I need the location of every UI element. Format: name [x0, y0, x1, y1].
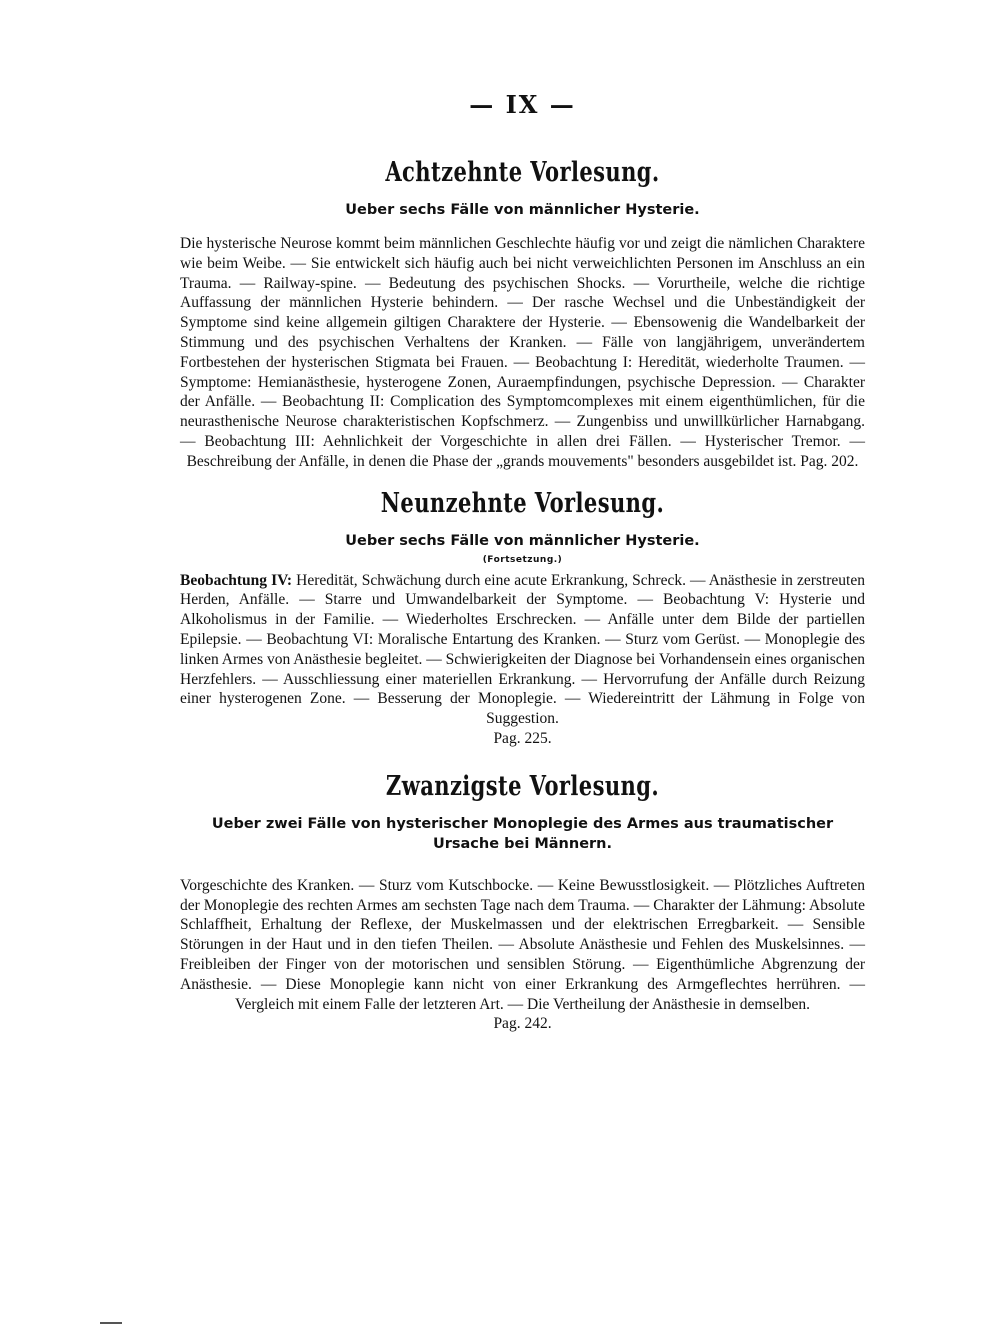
- lecture-page-ref: Pag. 242.: [493, 1015, 552, 1033]
- lecture-subtitle: Ueber sechs Fälle von männlicher Hysterie.: [345, 202, 700, 218]
- lecture-summary: [180, 571, 865, 729]
- lecture-summary-lead: Beobachtung IV:: [180, 571, 293, 589]
- lecture-19: [180, 488, 865, 749]
- lecture-title: Zwanzigste Vorlesung.: [385, 770, 660, 802]
- lecture-title: Achtzehnte Vorlesung.: [385, 157, 660, 188]
- book-page: [180, 90, 865, 1034]
- scan-mark: [100, 1322, 122, 1324]
- lecture-summary: Vorgeschichte des Kranken. — Sturz vom Kutschbocke. — Keine Bewusstlosigkeit. — Plötzliches Auftreten der Monoplegie des rechten Armes am sechsten Tage nach dem Trauma. — Charakter der Lähmung: Absolute Schlaffheit, Erhaltung der Reflexe, der Muskelmassen und der elektrischen Erregbarkeit. — Sensible Störungen in der Haut und in den tiefen Theilen. — Absolute Anästhesie und Fehlen des Muskelsinnes. — Freibleiben der Finger von der motorischen und sensiblen Störung. — Eigenthümliche Abgrenzung der Anästhesie. — Diese Monoplegie kann nicht von einer Erkrankung des Armgeflechtes herrühren. — Vergleich mit einem Falle der letzteren Art. — Die Vertheilung der Anästhesie in demselben.: [180, 876, 865, 1013]
- lecture-continuation-note: (Fortsetzung.): [482, 554, 563, 565]
- lecture-summary-text: Heredität, Schwächung durch eine acute Erkrankung, Schreck. — Anästhesie in zerstreuten Herden, Anfälle. — Starre und Umwandelbarkeit der Symptome. — Beobachtung V: Hysterie und Alkoholismus in der Familie. — Wiederholtes Erschrecken. — Anfälle unter dem Bilde der partiellen Epilepsie. — Beobachtung VI: Moralische Entartung des Kranken. — Sturz vom Gerüst. — Monoplegie des linken Armes von Anästhesie begleitet. — Schwierigkeiten der Diagnose bei Vorhandensein eines organischen Herzfehlers. — Ausschliessung einer materiellen Erkrankung. — Hervorrufung der Anfälle durch Reizung einer hysterogenen Zone. — Besserung der Monoplegie. — Wiedereintritt der Lähmung in Folge von Suggestion.: [180, 571, 865, 728]
- page-number: — IX —: [469, 90, 576, 119]
- lecture-page-ref: Pag. 225.: [493, 729, 552, 747]
- lecture-20: [180, 771, 865, 1034]
- lecture-subtitle: Ueber zwei Fälle von hysterischer Monoplegie des Armes aus traumatischer Ursache bei Männern.: [211, 815, 834, 852]
- lecture-title: Neunzehnte Vorlesung.: [380, 487, 665, 519]
- lecture-summary: Die hysterische Neurose kommt beim männlichen Geschlechte häufig vor und zeigt die nämlichen Charaktere wie beim Weibe. — Sie entwickelt sich häufig auch bei nicht verweichlichten Personen im Anschluss an ein Trauma. — Railway-spine. — Bedeutung des psychischen Shocks. — Vorurtheile, welche die richtige Auffassung der männlichen Hysterie behindern. — Der rasche Wechsel und die Unbeständigkeit der Symptome sind keine allgemein giltigen Charaktere der Hysterie. — Ebensowenig die Wandelbarkeit der Stimmung und des psychischen Verhaltens der Kranken. — Fälle von langjährigem, unverändertem Fortbestehen der hysterischen Stigmata bei Frauen. — Beobachtung I: Heredität, wiederholte Traumen. — Symptome: Hemianästhesie, hysterogene Zonen, Auraempfindungen, psychische Depression. — Charakter der Anfälle. — Beobachtung II: Complication des Symptomcomplexes mit einem eigenthümlichen, für die neurasthenische Neurose charakteristischen Kopfschmerz. — Zungenbiss und unwillkürlicher Harnabgang. — Beobachtung III: Aehnlichkeit der Vorgeschichte in allen drei Fällen. — Hysterischer Tremor. — Beschreibung der Anfälle, in denen die Phase der „grands mouvements" besonders ausgebildet ist. Pag. 202.: [180, 235, 865, 470]
- lecture-subtitle: Ueber sechs Fälle von männlicher Hysterie.: [345, 532, 700, 549]
- lecture-18: [180, 157, 865, 472]
